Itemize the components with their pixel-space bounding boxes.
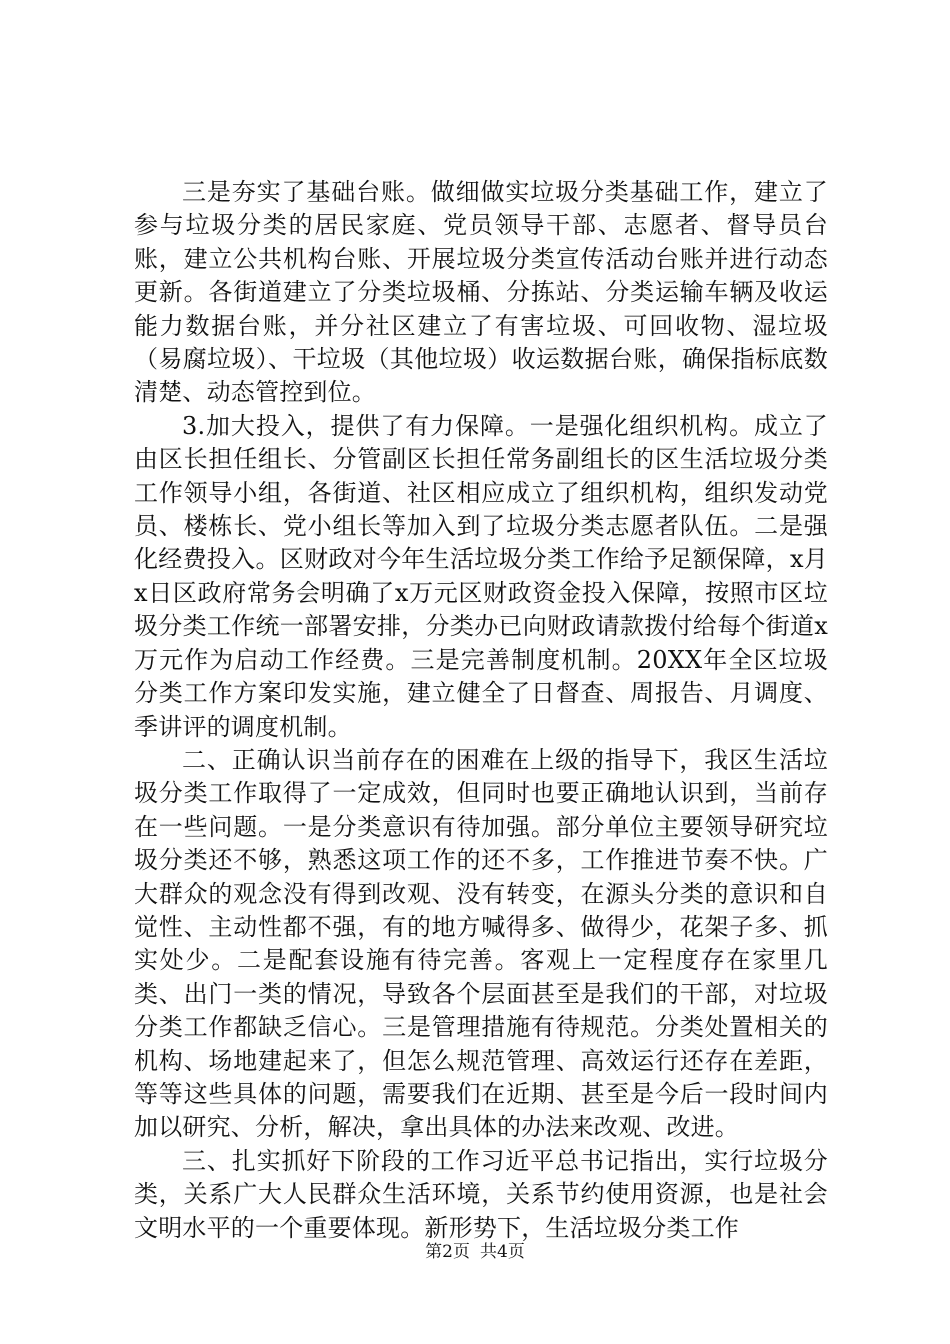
paragraph-investment: 3.加大投入，提供了有力保障。一是强化组织机构。成立了由区长担任组长、分管副区长担任常务副组长的区生活垃圾分类工作领导小组，各街道、社区相应成立了组织机构，组织发动党员、楼栋长、党小组长等加入到了垃圾分类志愿者队伍。二是强化经费投入。区财政对今年生活垃圾分类工作给予足额保障，x月x日区政府常务会明确了x万元区财政资金投入保障，按照市区垃圾分类工作统一部署安排，分类办已向财政请款拨付给每个街道x万元作为启动工作经费。三是完善制度机制。20XX年全区垃圾分类工作方案印发实施，建立健全了日督查、周报告、月调度、季讲评的调度机制。 xyxy=(134,411,828,741)
page-total: 共4页 xyxy=(480,1242,525,1262)
paragraph-next-stage: 三、扎实抓好下阶段的工作习近平总书记指出，实行垃圾分类，关系广大人民群众生活环境，关系节约使用资源，也是社会文明水平的一个重要体现。新形势下，生活垃圾分类工作 xyxy=(134,1146,828,1242)
page-footer xyxy=(0,1240,950,1264)
document-body xyxy=(134,176,828,1245)
paragraph-difficulties: 二、正确认识当前存在的困难在上级的指导下，我区生活垃圾分类工作取得了一定成效，但同时也要正确地认识到，当前存在一些问题。一是分类意识有待加强。部分单位主要领导研究垃圾分类还不够，熟悉这项工作的还不多，工作推进节奏不快。广大群众的观念没有得到改观、没有转变，在源头分类的意识和自觉性、主动性都不强，有的地方喊得多、做得少，花架子多、抓实处少。二是配套设施有待完善。客观上一定程度存在家里几类、出门一类的情况，导致各个层面甚至是我们的干部，对垃圾分类工作都缺乏信心。三是管理措施有待规范。分类处置相关的机构、场地建起来了，但怎么规范管理、高效运行还存在差距，等等这些具体的问题，需要我们在近期、甚至是今后一段时间内加以研究、分析，解决，拿出具体的办法来改观、改进。 xyxy=(134,745,828,1142)
page-number: 第2页 xyxy=(425,1242,470,1262)
paragraph-ledger: 三是夯实了基础台账。做细做实垃圾分类基础工作，建立了参与垃圾分类的居民家庭、党员领导干部、志愿者、督导员台账，建立公共机构台账、开展垃圾分类宣传活动台账并进行动态更新。各街道建立了分类垃圾桶、分拣站、分类运输车辆及收运能力数据台账，并分社区建立了有害垃圾、可回收物、湿垃圾（易腐垃圾）、干垃圾（其他垃圾）收运数据台账，确保指标底数清楚、动态管控到位。 xyxy=(134,178,828,407)
